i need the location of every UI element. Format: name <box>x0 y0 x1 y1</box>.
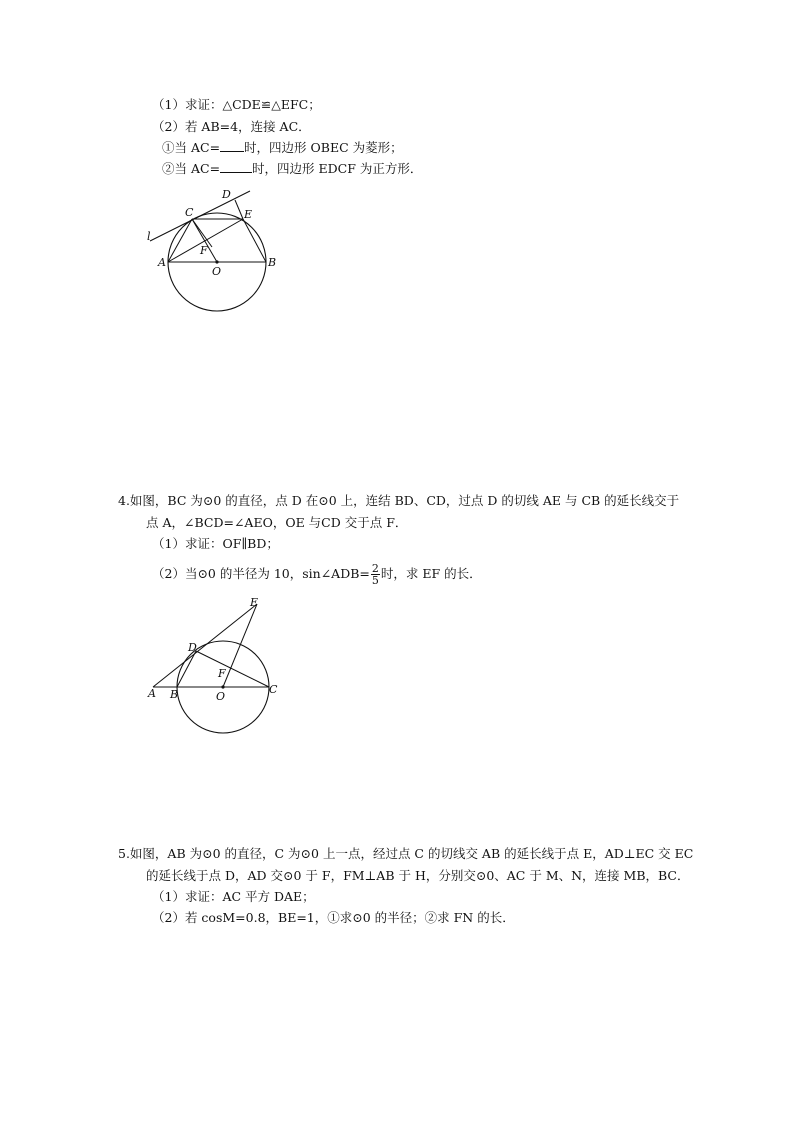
p4-line2: 点 A，∠BCD=∠AEO，OE 与CD 交于点 F． <box>146 515 408 530</box>
p3-part2: （2）若 AB=4，连接 AC． <box>152 119 311 134</box>
segment-oe <box>223 604 257 687</box>
p3-sub2-pre: ②当 AC= <box>162 161 221 176</box>
fraction-denominator: 5 <box>371 574 379 587</box>
label-c: C <box>269 683 278 696</box>
label-f: F <box>218 667 226 680</box>
label-a: A <box>148 687 156 700</box>
p3-sub1 <box>162 140 403 156</box>
p3-sub2 <box>162 161 422 177</box>
p4-figure <box>140 593 290 735</box>
label-e: E <box>250 596 259 609</box>
p3-figure <box>140 183 285 318</box>
label-e: E <box>244 208 253 221</box>
p5-part1: （1）求证：AC 平方 DAE； <box>152 889 315 904</box>
p3-sub1-post: 时，四边形 OBEC 为菱形； <box>244 140 403 155</box>
answer-blank <box>220 161 252 173</box>
label-l: l <box>147 230 151 243</box>
center-dot <box>221 685 224 688</box>
p3-sub1-pre: ①当 AC= <box>162 140 221 155</box>
p4-line1: 4.如图，BC 为⊙0 的直径，点 D 在⊙0 上，连结 BD、CD，过点 D 的切线 AE 与 CB 的延长线交于 <box>118 493 680 508</box>
segment-bd <box>177 651 196 687</box>
segment-eb <box>243 219 266 262</box>
label-a: A <box>158 256 166 269</box>
p3-part1: （1）求证：△CDE≌△EFC； <box>152 97 321 112</box>
p5-line2: 的延长线于点 D，AD 交⊙0 于 F，FM⊥AB 于 H，分别交⊙0、AC 于 M、N，连接 MB，BC． <box>146 868 690 883</box>
p5-line1: 5.如图，AB 为⊙0 的直径，C 为⊙0 上一点，经过点 C 的切线交 AB 的延长线于点 E，AD⊥EC 交 EC <box>118 846 694 861</box>
tangent-ae <box>153 604 257 687</box>
label-b: B <box>268 256 277 269</box>
label-b: B <box>170 688 179 701</box>
p4-part2-post: 时，求 EF 的长． <box>380 566 482 581</box>
p5-part2: （2）若 cosM=0.8，BE=1，①求⊙0 的半径；②求 FN 的长． <box>152 910 515 925</box>
label-c: C <box>185 206 194 219</box>
label-o: O <box>216 690 226 703</box>
label-d: D <box>222 188 231 201</box>
p3-sub2-post: 时，四边形 EDCF 为正方形． <box>252 161 423 176</box>
segment-de <box>235 200 243 219</box>
p4-part2 <box>152 563 482 586</box>
answer-blank <box>220 140 244 152</box>
label-d: D <box>188 641 197 654</box>
p4-part2-pre: （2）当⊙0 的半径为 10，sin∠ADB= <box>152 566 370 581</box>
label-o: O <box>212 265 222 278</box>
fraction-numerator: 2 <box>371 562 379 575</box>
center-dot <box>215 260 218 263</box>
label-f: F <box>200 244 208 257</box>
fraction <box>371 563 380 586</box>
p4-part1: （1）求证：OF∥BD； <box>152 536 279 551</box>
